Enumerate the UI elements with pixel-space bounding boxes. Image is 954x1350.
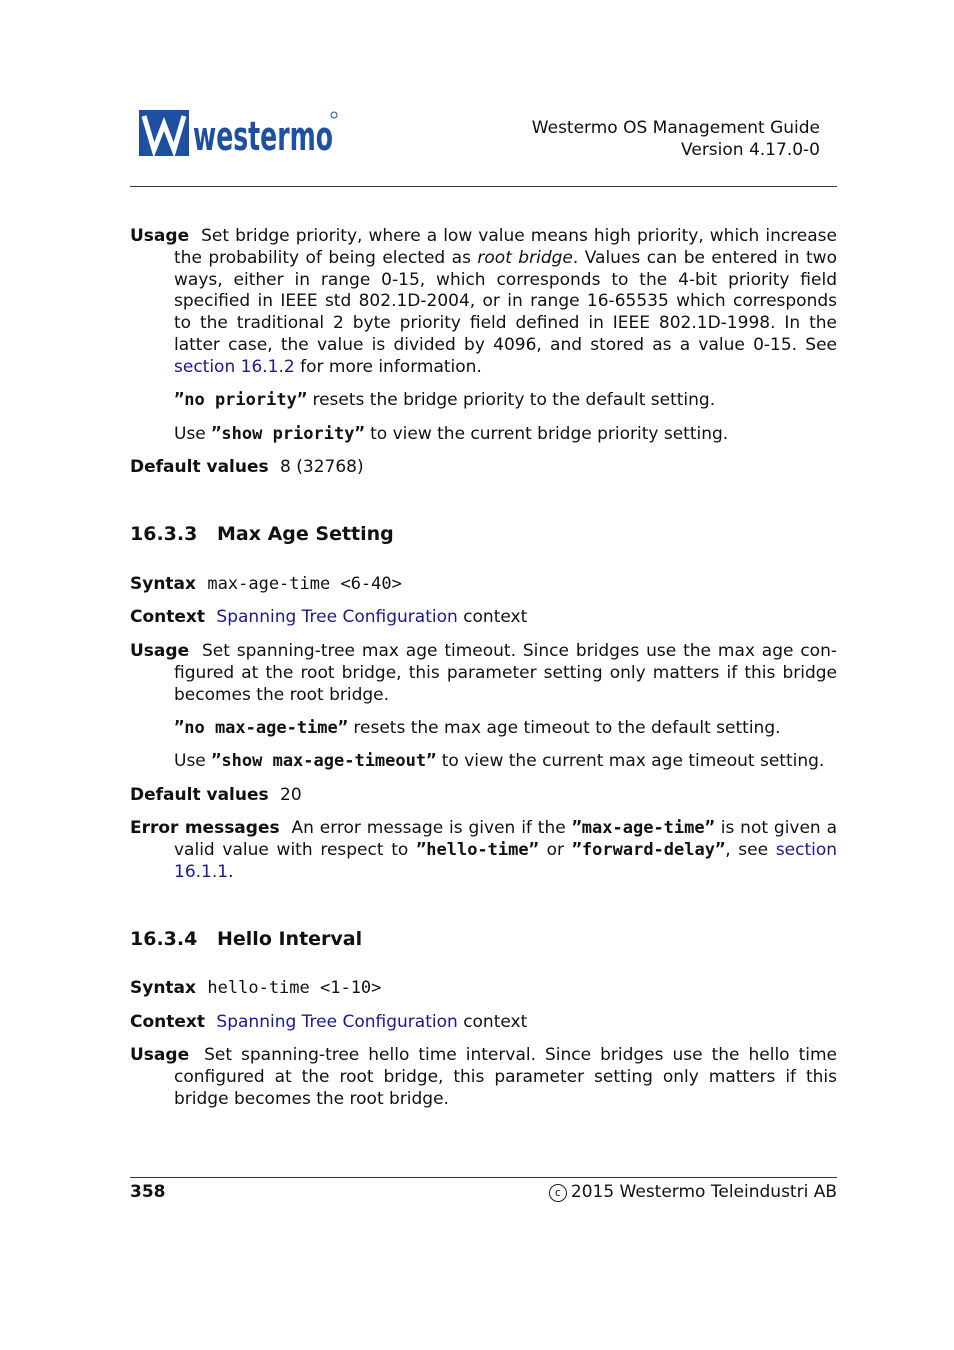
page-number: 358 xyxy=(130,1182,166,1202)
usage-label: Usage xyxy=(130,226,190,246)
hello-usage: Usage Set spanning-tree hello time interval. Since bridges use the hello time configured at the root bridge, this parameter setting only matters if this bridge becomes the root bridge. xyxy=(130,1045,837,1109)
max-age-syntax: Syntax max-age-time <6-40> xyxy=(130,574,402,594)
section-heading-max-age: 16.3.3 Max Age Setting xyxy=(130,523,394,545)
svg-text:westermo: westermo xyxy=(193,114,333,160)
root-bridge-term: root bridge xyxy=(477,247,573,268)
copyright-icon: c xyxy=(549,1184,567,1202)
max-age-default: Default values 20 xyxy=(130,785,302,805)
header-divider xyxy=(130,186,837,187)
hello-syntax-code: hello-time <1-10> xyxy=(207,978,382,998)
max-age-context: Context Spanning Tree Configuration context xyxy=(130,607,528,627)
show-max-age-command: ”show max-age-timeout” xyxy=(211,751,437,771)
footer-divider xyxy=(130,1177,837,1178)
guide-title: Westermo OS Management Guide xyxy=(531,118,820,138)
spanning-tree-config-link[interactable]: Spanning Tree Configuration xyxy=(216,1012,458,1032)
priority-usage: Usage Set bridge priority, where a low value means high priority, which increase the probability of being elected as root bridge. Values can be entered in two ways, either in range 0-15, which corresponds to the 4-bit priority field specified in IEEE std 802.1D-2004, or in range 16-65535 which corresponds to the traditional 2 byte priority field defined in IEEE 802.1D-1998. In the latter case, the value is divided by 4096, and stored as a value 0-15. See section 16.1.2 for more information. xyxy=(130,226,837,377)
max-age-errors: Error messages An error message is given if the ”max-age-time” is not given a valid value with respect to ”hello-time” or ”forward-delay”, see section 16.1.1. xyxy=(130,818,838,882)
priority-default: Default values 8 (32768) xyxy=(130,457,364,477)
max-age-syntax-code: max-age-time <6-40> xyxy=(207,574,402,594)
hello-syntax: Syntax hello-time <1-10> xyxy=(130,978,382,998)
guide-version: Version 4.17.0-0 xyxy=(681,140,820,160)
no-max-age-command: ”no max-age-time” xyxy=(174,718,348,738)
show-priority-command: ”show priority” xyxy=(211,424,365,444)
section-link-16-1-1[interactable]: section 16.1.1 xyxy=(174,839,838,882)
priority-no-command: ”no priority” resets the bridge priority to the default setting. xyxy=(174,390,716,410)
hello-context: Context Spanning Tree Configuration context xyxy=(130,1012,528,1032)
spanning-tree-config-link[interactable]: Spanning Tree Configuration xyxy=(216,607,458,627)
copyright-notice: c 2015 Westermo Teleindustri AB xyxy=(549,1182,837,1202)
section-link-16-1-2[interactable]: section 16.1.2 xyxy=(174,356,295,377)
section-heading-hello-interval: 16.3.4 Hello Interval xyxy=(130,928,363,950)
priority-show-command: Use ”show priority” to view the current bridge priority setting. xyxy=(174,424,729,444)
max-age-no-command: ”no max-age-time” resets the max age timeout to the default setting. xyxy=(174,718,781,738)
no-priority-command: ”no priority” xyxy=(174,390,308,410)
max-age-usage: Usage Set spanning-tree max age timeout. Since bridges use the max age con-figured at the root bridge, this parameter setting only matters if this bridge becomes the root bridge. xyxy=(130,641,837,705)
westermo-logo xyxy=(139,110,339,158)
header-title xyxy=(532,117,820,161)
priority-default-value: 8 (32768) xyxy=(280,457,364,477)
max-age-show-command: Use ”show max-age-timeout” to view the current max age timeout setting. xyxy=(174,751,825,771)
max-age-default-value: 20 xyxy=(280,785,302,805)
